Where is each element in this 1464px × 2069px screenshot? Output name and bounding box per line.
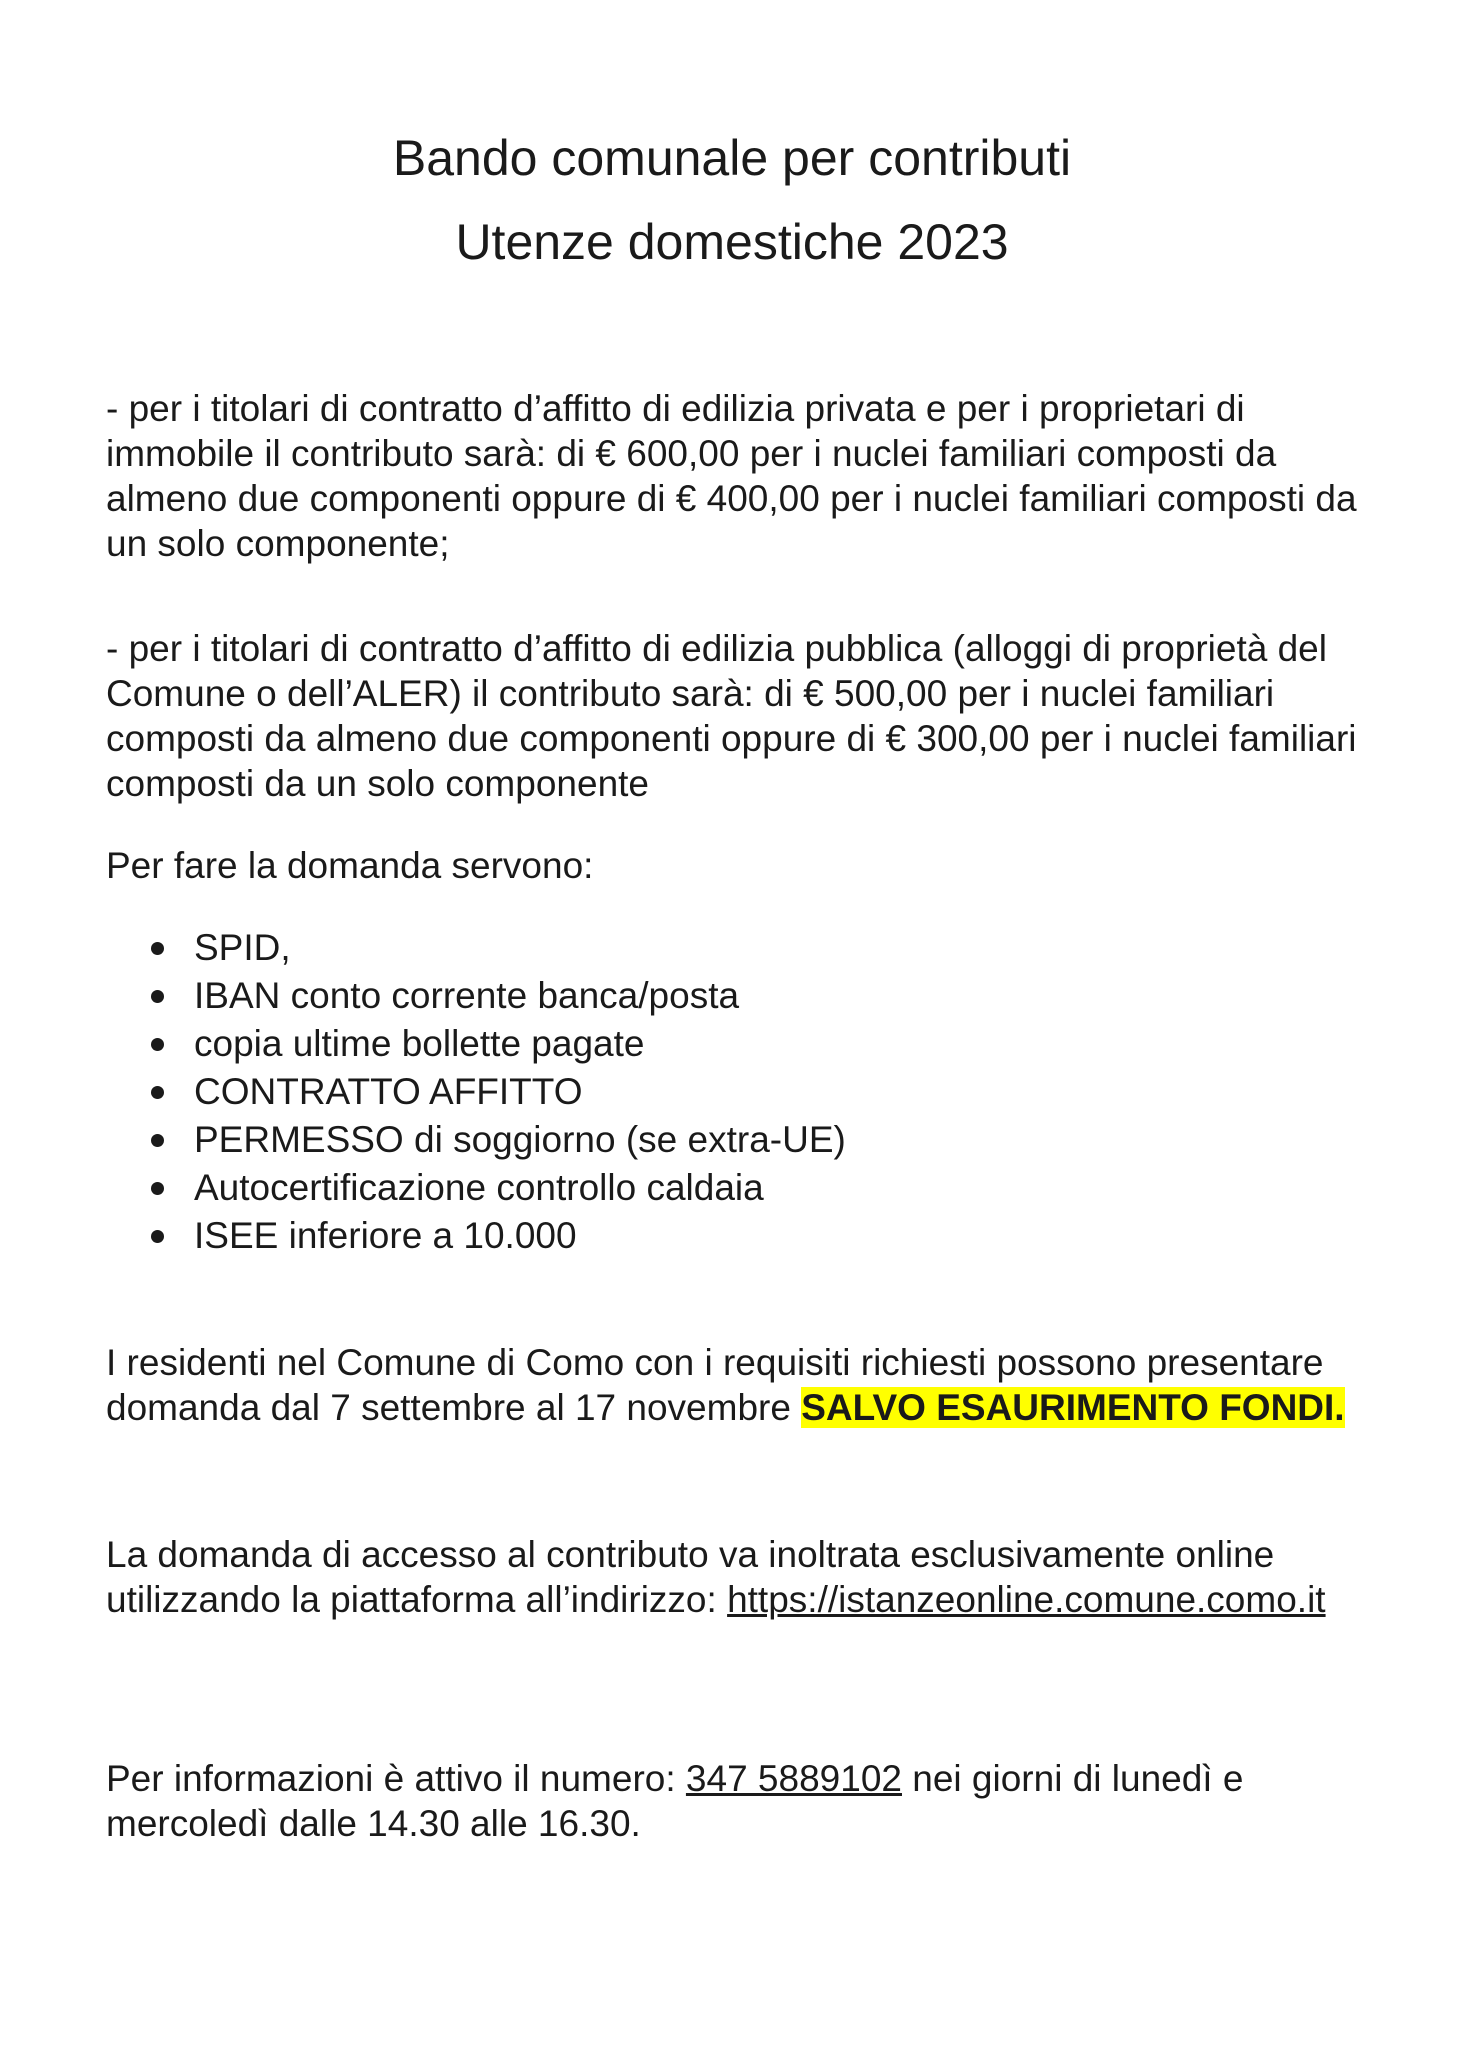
info-text-after: nei giorni di lunedì e mercoledì dalle 14.30 alle 16.30.	[106, 1758, 1244, 1844]
info-paragraph	[106, 1756, 1366, 1846]
bullet-icon	[151, 942, 164, 955]
funds-warning-highlight: SALVO ESAURIMENTO FONDI.	[801, 1387, 1345, 1428]
list-item	[106, 1020, 1366, 1068]
requirements-list	[106, 924, 1366, 1260]
requirements-intro: Per fare la domanda servono:	[106, 845, 594, 886]
list-item	[106, 924, 1366, 972]
requirement-label: SPID,	[194, 927, 291, 968]
platform-link[interactable]: https://istanzeonline.comune.como.it	[727, 1579, 1326, 1620]
bullet-icon	[151, 1230, 164, 1243]
list-item	[106, 1164, 1366, 1212]
private-housing-paragraph: - per i titolari di contratto d’affitto di edilizia privata e per i proprietari di immobile il contributo sarà: di € 600,00 per i nuclei familiari composti da almeno due componenti oppure di € 400,00 per i nuclei familiari composti da un solo componente;	[106, 388, 1357, 564]
public-housing-paragraph: - per i titolari di contratto d’affitto di edilizia pubblica (alloggi di proprietà del Comune o dell’ALER) il contributo sarà: di € 500,00 per i nuclei familiari composti da almeno due componenti oppure di € 300,00 per i nuclei familiari composti da un solo componente	[106, 628, 1357, 804]
requirement-label: Autocertificazione controllo caldaia	[194, 1167, 764, 1208]
bullet-icon	[151, 990, 164, 1003]
residents-text: I residenti nel Comune di Como con i requisiti richiesti possono presentare domanda dal 7 settembre al 17 novembre	[106, 1342, 1324, 1428]
document-title-line-2: Utenze domestiche 2023	[455, 214, 1009, 270]
requirement-label: ISEE inferiore a 10.000	[194, 1215, 577, 1256]
bullet-icon	[151, 1086, 164, 1099]
bullet-icon	[151, 1134, 164, 1147]
bullet-icon	[151, 1182, 164, 1195]
application-text: La domanda di accesso al contributo va inoltrata esclusivamente online utilizzando la piattaforma all’indirizzo:	[106, 1534, 1275, 1620]
list-item	[106, 972, 1366, 1020]
application-paragraph	[106, 1532, 1366, 1622]
requirement-label: PERMESSO di soggiorno (se extra-UE)	[194, 1119, 846, 1160]
phone-link[interactable]: 347 5889102	[685, 1758, 902, 1799]
requirement-label: copia ultime bollette pagate	[194, 1023, 645, 1064]
list-item	[106, 1212, 1366, 1260]
bullet-icon	[151, 1038, 164, 1051]
residents-paragraph	[106, 1340, 1366, 1430]
info-text-before: Per informazioni è attivo il numero:	[106, 1758, 686, 1799]
requirement-label: CONTRATTO AFFITTO	[194, 1071, 583, 1112]
list-item	[106, 1068, 1366, 1116]
requirement-label: IBAN conto corrente banca/posta	[194, 975, 740, 1016]
list-item	[106, 1116, 1366, 1164]
document-title-line-1: Bando comunale per contributi	[392, 130, 1072, 186]
